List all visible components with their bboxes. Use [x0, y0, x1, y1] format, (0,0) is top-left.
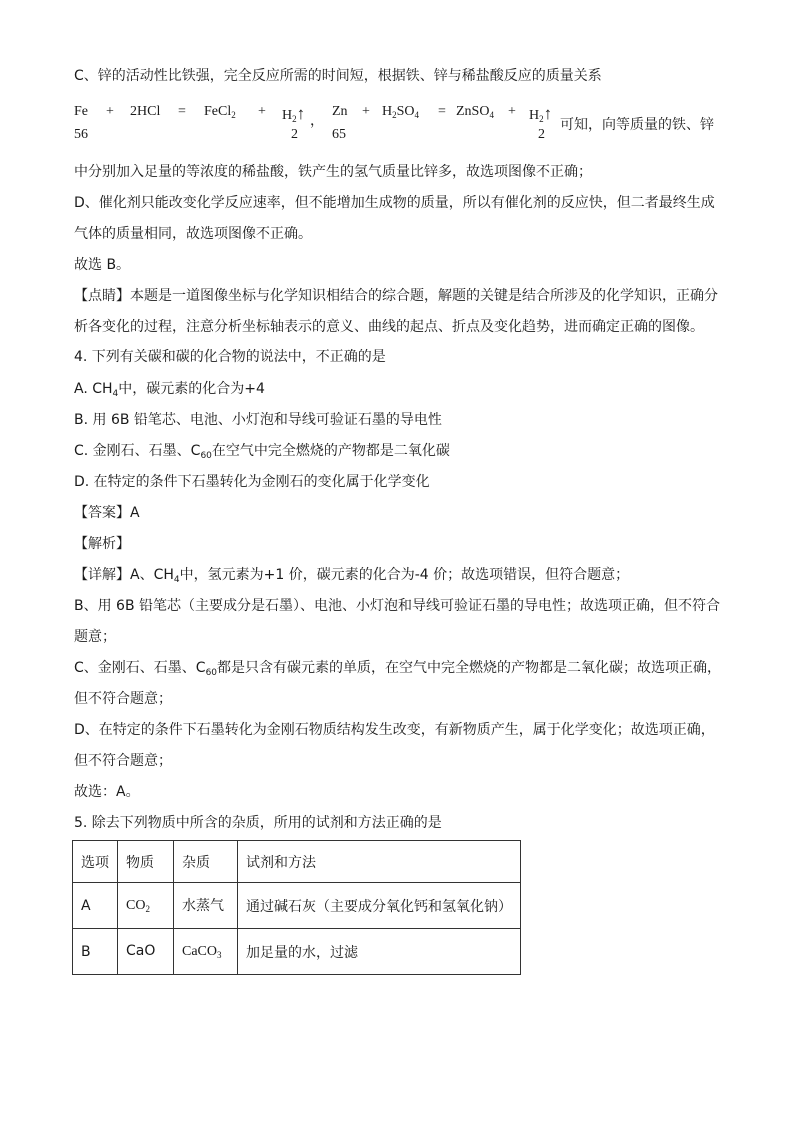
question-5-stem: 5. 除去下列物质中所含的杂质，所用的试剂和方法正确的是	[74, 815, 442, 831]
table-cell-impurity: 水蒸气	[174, 883, 238, 929]
answer-choice-line: 故选：A。	[74, 784, 140, 800]
table-header-cell: 选项	[73, 841, 118, 883]
detail-line-c-cont: 但不符合题意；	[74, 691, 172, 707]
comment-paragraph: 【点睛】本题是一道图像坐标与化学知识相结合的综合题，解题的关键是结合所涉及的化学知识，正确分	[74, 288, 718, 304]
eq-comma: ，	[310, 113, 324, 129]
eq-fe: Fe	[74, 104, 88, 119]
detail-line-b: B、用 6B 铅笔芯（主要成分是石墨）、电池、小灯泡和导线可验证石墨的导电性；故选项正确，但不符合	[74, 598, 721, 614]
table-header-cell: 物质	[118, 841, 174, 883]
eq-plus: +	[508, 104, 516, 119]
eq-mass-2: 2	[538, 127, 545, 142]
eq-plus: +	[106, 104, 114, 119]
detail-line-a: 【详解】A、$CH_4$中，氢元素为+1 价，碳元素的化合为-4 价；故选项错误，但符合题意；	[74, 567, 630, 585]
question-4-stem: 4. 下列有关碳和碳的化合物的说法中，不正确的是	[74, 349, 386, 365]
eq-tail-text: 可知，向等质量的铁、锌	[560, 117, 714, 133]
table-cell-substance: $CO_2$	[118, 883, 174, 929]
table-row	[73, 883, 521, 929]
table-cell-substance: CaO	[118, 929, 174, 975]
table-header-cell: 杂质	[174, 841, 238, 883]
eq-h2: $H_2↑$	[282, 104, 306, 124]
table-cell-impurity: CaCO$_3$	[174, 929, 238, 975]
eq-hcl: 2HCl	[130, 104, 161, 119]
question-4-option-a: A. $CH_4$中，碳元素的化合为+4	[74, 381, 265, 399]
detail-line-b-cont: 题意；	[74, 629, 116, 645]
paragraph-text: 气体的质量相同，故选项图像不正确。	[74, 226, 312, 242]
answer-choice-line: 故选 B。	[74, 257, 131, 273]
table-cell-method: 加足量的水，过滤	[238, 929, 521, 975]
eq-h2so4: $H_2SO_4$	[382, 104, 420, 120]
analysis-label: 【解析】	[74, 536, 130, 552]
eq-h2: $H_2↑$	[529, 104, 553, 124]
eq-fecl2: FeCl$_2$	[204, 104, 236, 120]
chemical-equations	[74, 96, 774, 146]
comment-paragraph: 析各变化的过程，注意分析坐标轴表示的意义、曲线的起点、折点及变化趋势，进而确定正确的图像。	[74, 319, 704, 335]
table-cell-option: A	[73, 883, 118, 929]
paragraph-c-analysis: C、锌的活动性比铁强，完全反应所需的时间短，根据铁、锌与稀盐酸反应的质量关系	[74, 68, 602, 84]
paragraph-text: 中分别加入足量的等浓度的稀盐酸，铁产生的氢气质量比锌多，故选项图像不正确；	[74, 164, 592, 180]
eq-mass-56: 56	[74, 127, 88, 142]
question-4-option-c: C. 金刚石、石墨、$C_{60}$在空气中完全燃烧的产物都是二氧化碳	[74, 443, 450, 461]
eq-equals: =	[178, 104, 186, 119]
detail-line-d-cont: 但不符合题意；	[74, 753, 172, 769]
eq-znso4: ZnSO$_4$	[456, 104, 494, 120]
eq-equals: =	[438, 104, 446, 119]
eq-mass-2: 2	[291, 127, 298, 142]
eq-mass-65: 65	[332, 127, 346, 142]
question-4-option-b: B. 用 6B 铅笔芯、电池、小灯泡和导线可验证石墨的导电性	[74, 412, 442, 428]
eq-plus: +	[362, 104, 370, 119]
impurity-table	[72, 840, 521, 975]
answer-label: 【答案】A	[74, 505, 140, 521]
question-4-option-d: D. 在特定的条件下石墨转化为金刚石的变化属于化学变化	[74, 474, 430, 490]
paragraph-d-analysis: D、催化剂只能改变化学反应速率，但不能增加生成物的质量，所以有催化剂的反应快，但二者最终生成	[74, 195, 715, 211]
table-cell-method: 通过碱石灰（主要成分氧化钙和氢氧化钠）	[238, 883, 521, 929]
table-header-cell: 试剂和方法	[238, 841, 521, 883]
table-row	[73, 929, 521, 975]
detail-line-c: C、金刚石、石墨、$C_{60}$都是只含有碳元素的单质，在空气中完全燃烧的产物都是二氧化碳；故选项正确，	[74, 660, 722, 678]
table-header-row	[73, 841, 521, 883]
table-cell-option: B	[73, 929, 118, 975]
detail-line-d: D、在特定的条件下石墨转化为金刚石物质结构发生改变，有新物质产生，属于化学变化；故选项正确，	[74, 722, 715, 738]
eq-zn: Zn	[332, 104, 348, 119]
eq-plus: +	[258, 104, 266, 119]
